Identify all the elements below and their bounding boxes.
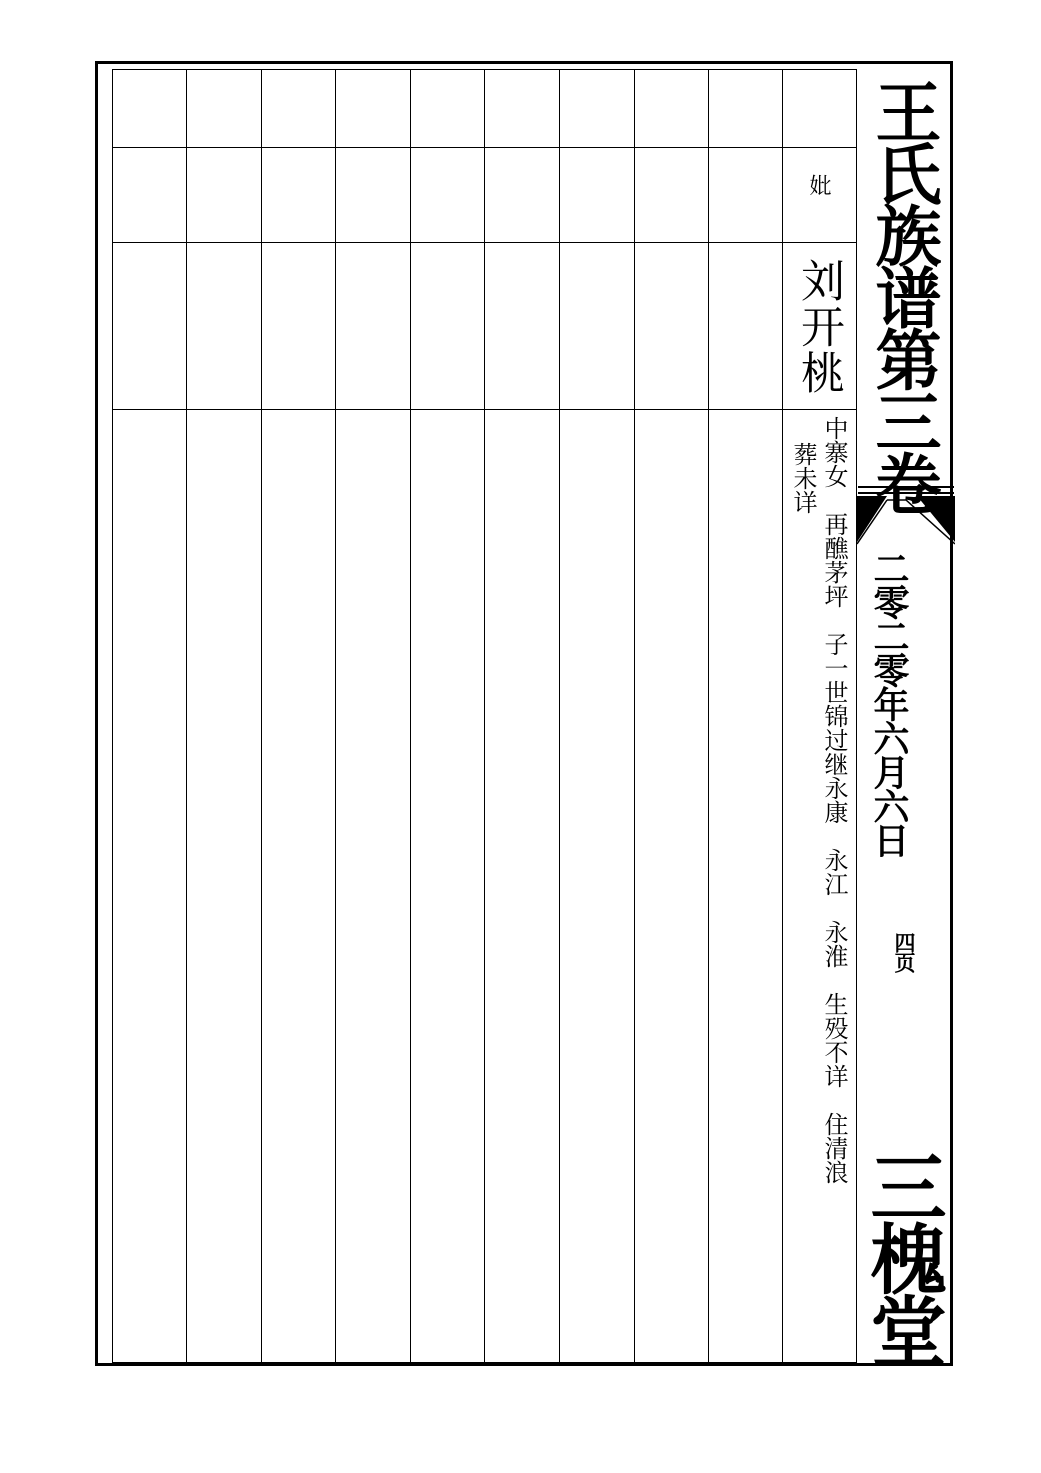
grid-row-line [112,242,857,243]
grid-column-line [335,69,336,1363]
grid-column-line [261,69,262,1363]
publication-date: 二零二零年六月六日 [868,550,910,856]
grid-column-line [782,69,783,1363]
grid-column-line [484,69,485,1363]
grid-row-line [112,409,857,410]
grid-column-line [186,69,187,1363]
page-number: 四页 [892,932,917,972]
burial-note: 葬未详 [789,442,817,514]
grid-column-line [708,69,709,1363]
record-note: 中寨女 再醮茅坪 子一世锦过继永康 永江 永淮 生殁不详 住清浪 [820,416,848,1184]
hall-name: 三槐堂 [858,1148,947,1364]
page-title: 王氏族谱第三卷 [864,78,942,512]
consort-name: 刘开桃 [793,258,844,396]
grid-column-line [634,69,635,1363]
grid-column-line [410,69,411,1363]
consort-label: 妣 [806,174,831,196]
grid-row-line [112,147,857,148]
grid-column-line [559,69,560,1363]
